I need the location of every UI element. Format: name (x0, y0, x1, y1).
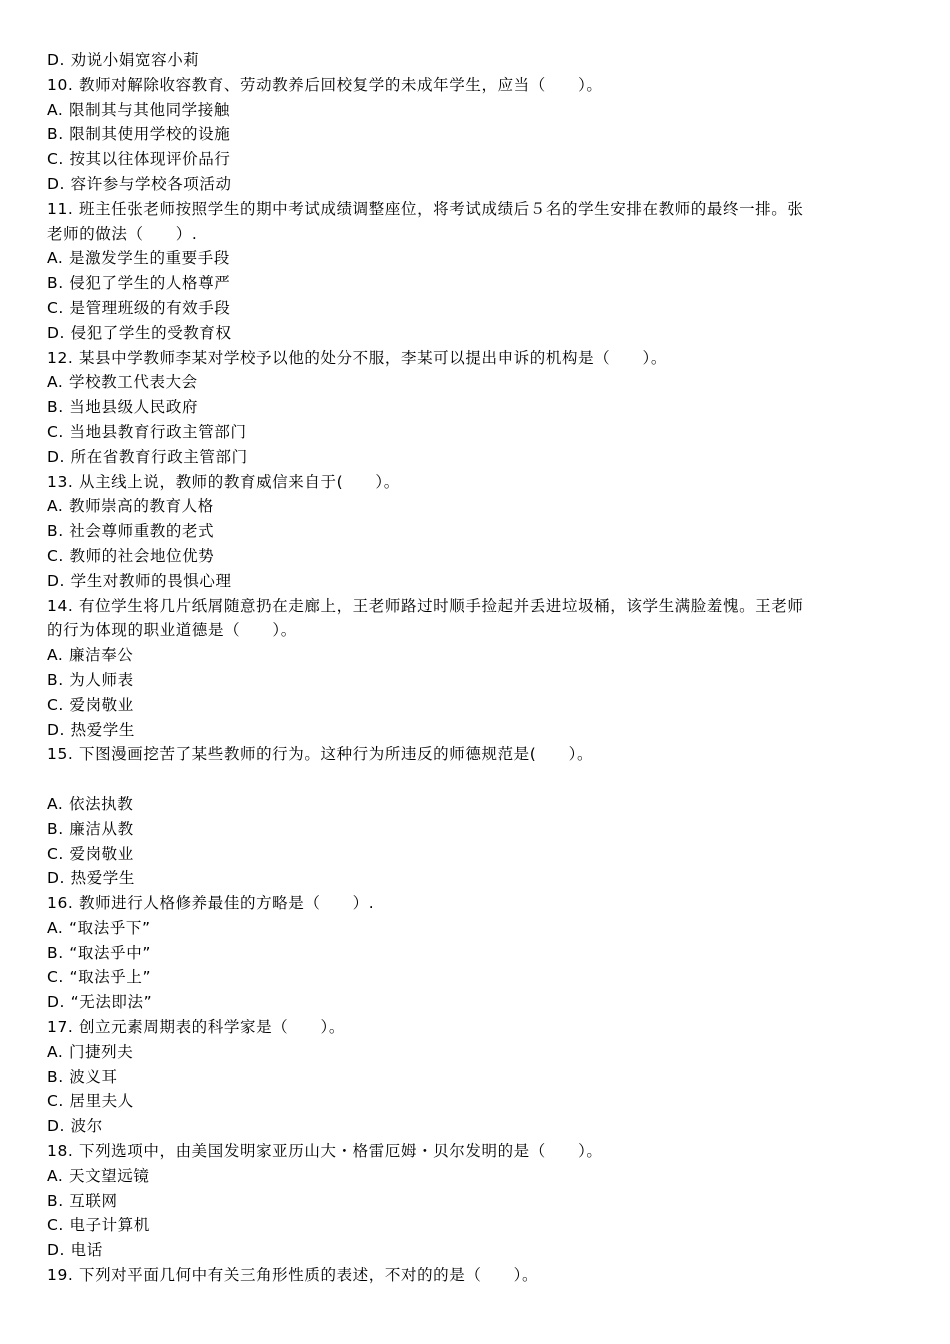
option-line: D. “无法即法” (47, 993, 153, 1012)
option-line: C. 教师的社会地位优势 (47, 546, 215, 565)
option-line: D. 劝说小娟宽容小莉 (47, 51, 200, 69)
option-line: B. 侵犯了学生的人格尊严 (47, 274, 231, 293)
option-line: A. 门捷列夫 (47, 1042, 134, 1061)
option-line: B. 为人师表 (47, 670, 134, 689)
option-line: C. 当地县教育行政主管部门 (47, 422, 247, 441)
question-line: 18. 下列选项中，由美国发明家亚历山大・格雷厄姆・贝尔发明的是（ ）。 (47, 1142, 603, 1161)
question-line: 14. 有位学生将几片纸屑随意扔在走廊上，王老师路过时顺手捡起并丢进垃圾桶，该学生满脸羞愧。王老师 (47, 596, 804, 615)
option-line: C. 按其以往体现评价品行 (47, 150, 231, 169)
option-line: A. 天文望远镜 (47, 1166, 150, 1185)
option-line: C. 居里夫人 (47, 1092, 134, 1111)
option-line: D. 侵犯了学生的受教育权 (47, 323, 232, 342)
option-line: B. 互联网 (47, 1191, 118, 1210)
option-line: A. 教师崇高的教育人格 (47, 497, 214, 516)
option-line: D. 波尔 (47, 1117, 103, 1136)
option-line: C. “取法乎上” (47, 968, 152, 987)
question-line: 16. 教师进行人格修养最佳的方略是（ ）. (47, 894, 375, 913)
text-line: 的行为体现的职业道德是（ ）。 (47, 621, 297, 640)
question-line: 11. 班主任张老师按照学生的期中考试成绩调整座位，将考试成绩后５名的学生安排在教师的最终一排。张 (47, 199, 804, 218)
question-line: 13. 从主线上说，教师的教育威信来自于( ）。 (47, 472, 400, 491)
option-line: D. 热爱学生 (47, 869, 135, 888)
option-line: C. 是管理班级的有效手段 (47, 298, 231, 317)
text-line: 老师的做法（ ）. (47, 224, 198, 243)
option-line: B. 当地县级人民政府 (47, 398, 199, 417)
option-line: B. 廉洁从教 (47, 819, 134, 838)
question-line: 12. 某县中学教师李某对学校予以他的处分不服，李某可以提出申诉的机构是（ ）。 (47, 348, 667, 367)
option-line: B. 波义耳 (47, 1067, 118, 1086)
blank-line (47, 767, 909, 792)
option-line: B. 社会尊师重教的老式 (47, 522, 215, 541)
question-line: 19. 下列对平面几何中有关三角形性质的表述，不对的的是（ ）。 (47, 1266, 539, 1285)
option-line: C. 爱岗敬业 (47, 695, 134, 714)
option-line: D. 所在省教育行政主管部门 (47, 447, 248, 466)
question-line: 15. 下图漫画挖苦了某些教师的行为。这种行为所违反的师德规范是( ）。 (47, 745, 594, 764)
option-line: D. 电话 (47, 1241, 103, 1260)
option-line: A. 学校教工代表大会 (47, 373, 198, 392)
option-line: A. 是激发学生的重要手段 (47, 249, 230, 268)
option-line: B. 限制其使用学校的设施 (47, 125, 231, 144)
option-line: A. 依法执教 (47, 794, 134, 813)
option-line: D. 学生对教师的畏惧心理 (47, 571, 232, 590)
document-page (47, 48, 909, 1288)
option-line: D. 热爱学生 (47, 720, 135, 739)
option-line: A. 限制其与其他同学接触 (47, 100, 230, 119)
option-line: D. 容许参与学校各项活动 (47, 174, 232, 193)
option-line: C. 电子计算机 (47, 1216, 150, 1235)
question-line: 17. 创立元素周期表的科学家是（ ）。 (47, 1018, 345, 1037)
option-line: A. 廉洁奉公 (47, 646, 134, 665)
option-line: B. “取法乎中” (47, 943, 151, 962)
question-line: 10. 教师对解除收容教育、劳动教养后回校复学的未成年学生，应当（ ）。 (47, 75, 603, 94)
option-line: A. “取法乎下” (47, 918, 151, 937)
option-line: C. 爱岗敬业 (47, 844, 134, 863)
